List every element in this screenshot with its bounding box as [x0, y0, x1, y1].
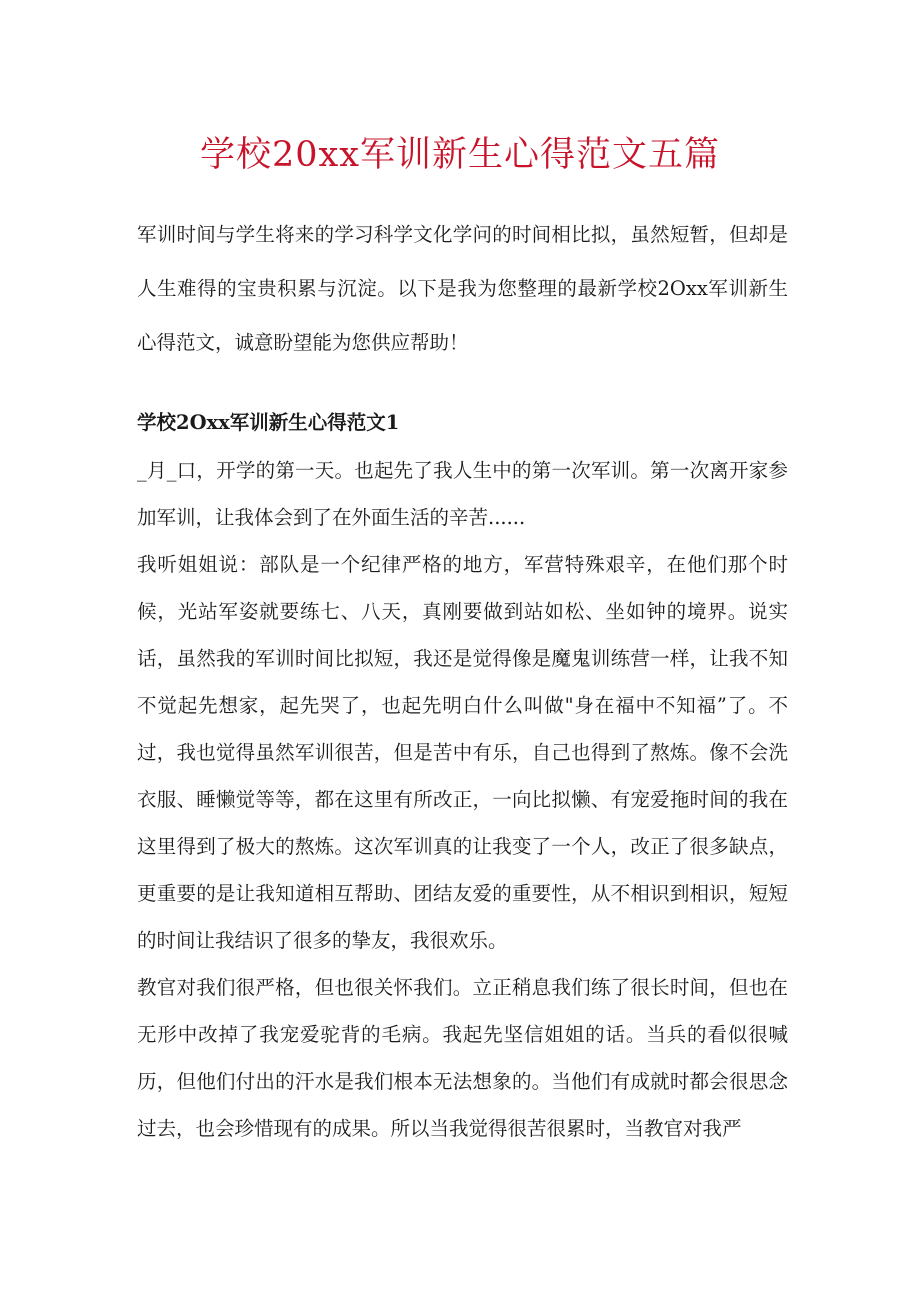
document-title: 学校20xx军训新生心得范文五篇 [199, 135, 720, 175]
essay-body [137, 447, 788, 1152]
essay-paragraph-1: _月_口，开学的第一天。也起先了我人生中的第一次军训。第一次离开家参加军训，让我体会到了在外面生活的辛苦...... [137, 459, 788, 529]
essay-paragraph-3: 教官对我们很严格，但也很关怀我们。立正稍息我们练了很长时间，但也在无形中改掉了我宠爱驼背的毛病。我起先坚信姐姐的话。当兵的看似很喊历，但他们付出的汗水是我们根本无法想象的。当他们有成就时都会很思念过去，也会珍惜现有的成果。所以当我觉得很苦很累时，当教官对我严 [137, 976, 788, 1140]
essay-paragraph-2: 我听姐姐说：部队是一个纪律严格的地方，军营特殊艰辛，在他们那个时候，光站军姿就要练七、八天，真刚要做到站如松、坐如钟的境界。说实话，虽然我的军训时间比拟短，我还是觉得像是魔鬼训练营一样，让我不知不觉起先想家，起先哭了，也起先明白什么叫做"身在福中不知福”了。不过，我也觉得虽然军训很苦，但是苦中有乐，自己也得到了熬炼。像不会洗衣服、睡懒觉等等，都在这里有所改正，一向比拟懒、有宠爱拖时间的我在这里得到了极大的熬炼。这次军训真的让我变了一个人，改正了很多缺点，更重要的是让我知道相互帮助、团结友爱的重要性，从不相识到相识，短短的时间让我结识了很多的挚友，我很欢乐。 [137, 553, 788, 952]
section-heading: 学校2Oxx军训新生心得范文1 [137, 411, 400, 434]
intro-paragraph: 军训时间与学生将来的学习科学文化学问的时间相比拟，虽然短暂，但却是人生难得的宝贵积累与沉淀。以下是我为您整理的最新学校2Oxx军训新生心得范文，诚意盼望能为您供应帮助！ [137, 223, 788, 354]
